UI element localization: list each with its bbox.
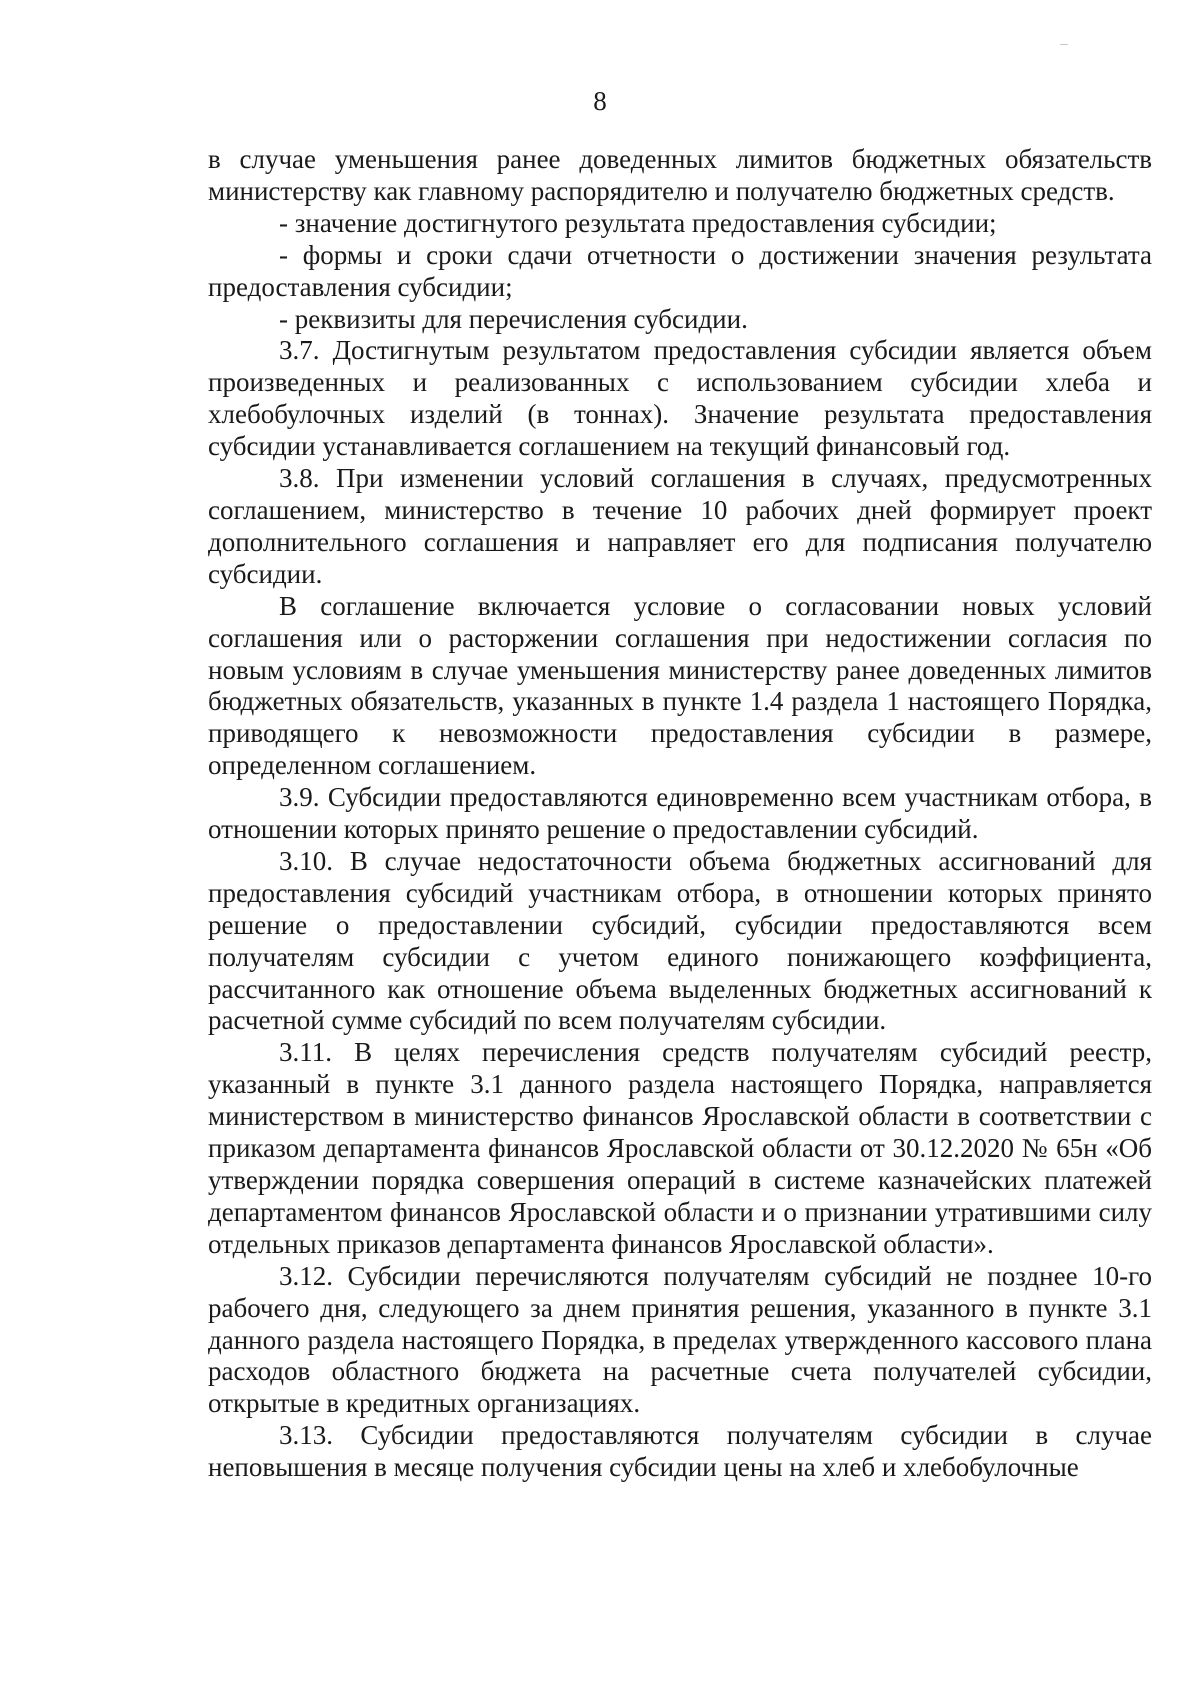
paragraph-3-9: 3.9. Субсидии предоставляются единовременно всем участникам отбора, в отношении которых принято решение о предоставлении субсидий. <box>208 782 1152 845</box>
page-number: 8 <box>593 86 607 116</box>
paragraph-3-8: 3.8. При изменении условий соглашения в случаях, предусмотренных соглашением, министерство в течение 10 рабочих дней формирует проект дополнительного соглашения и направляет его для подписания получателю субсидии. <box>208 463 1152 589</box>
scan-artifact <box>1060 44 1068 45</box>
list-item-result-value: - значение достигнутого результата предоставления субсидии; <box>279 207 997 238</box>
document-body <box>208 144 1152 1484</box>
paragraph-agreement-condition: В соглашение включается условие о согласовании новых условий соглашения или о расторжении соглашения при недостижении согласия по новым условиям в случае уменьшения министерству ранее доведенных лимитов бюджетных обязательств, указанных в пункте 1.4 раздела 1 настоящего Порядка, приводящего к невозможности предоставления субсидии в размере, определенном соглашением. <box>208 590 1152 781</box>
list-item-reporting-forms: - формы и сроки сдачи отчетности о достижении значения результата предоставления субсидии; <box>208 239 1152 302</box>
paragraph-3-12: 3.12. Субсидии перечисляются получателям субсидий не позднее 10-го рабочего дня, следующего за днем принятия решения, указанного в пункте 3.1 данного раздела настоящего Порядка, в пределах утвержденного кассового плана расходов областного бюджета на расчетные счета получателей субсидии, открытые в кредитных организациях. <box>208 1260 1152 1419</box>
list-item-payment-details: - реквизиты для перечисления субсидии. <box>279 303 748 334</box>
paragraph-continuation: в случае уменьшения ранее доведенных лимитов бюджетных обязательств министерству как главному распорядителю и получателю бюджетных средств. <box>208 144 1152 206</box>
paragraph-3-13: 3.13. Субсидии предоставляются получателям субсидии в случае неповышения в месяце получения субсидии цены на хлеб и хлебобулочные <box>208 1420 1152 1483</box>
paragraph-3-7: 3.7. Достигнутым результатом предоставления субсидии является объем произведенных и реализованных с использованием субсидии хлеба и хлебобулочных изделий (в тоннах). Значение результата предоставления субсидии устанавливается соглашением на текущий финансовый год. <box>208 335 1152 462</box>
paragraph-3-11: 3.11. В целях перечисления средств получателям субсидий реестр, указанный в пункте 3.1 данного раздела настоящего Порядка, направляется министерством в министерство финансов Ярославской области в соответствии с приказом департамента финансов Ярославской области от 30.12.2020 № 65н «Об утверждении порядка совершения операций в системе казначейских платежей департаментом финансов Ярославской области и о признании утратившими силу отдельных приказов департамента финансов Ярославской области». <box>208 1037 1152 1259</box>
paragraph-3-10: 3.10. В случае недостаточности объема бюджетных ассигнований для предоставления субсидий участникам отбора, в отношении которых принято решение о предоставлении субсидий, субсидии предоставляются всем получателям субсидии с учетом единого понижающего коэффициента, рассчитанного как отношение объема выделенных бюджетных ассигнований к расчетной сумме субсидий по всем получателям субсидии. <box>208 845 1152 1036</box>
